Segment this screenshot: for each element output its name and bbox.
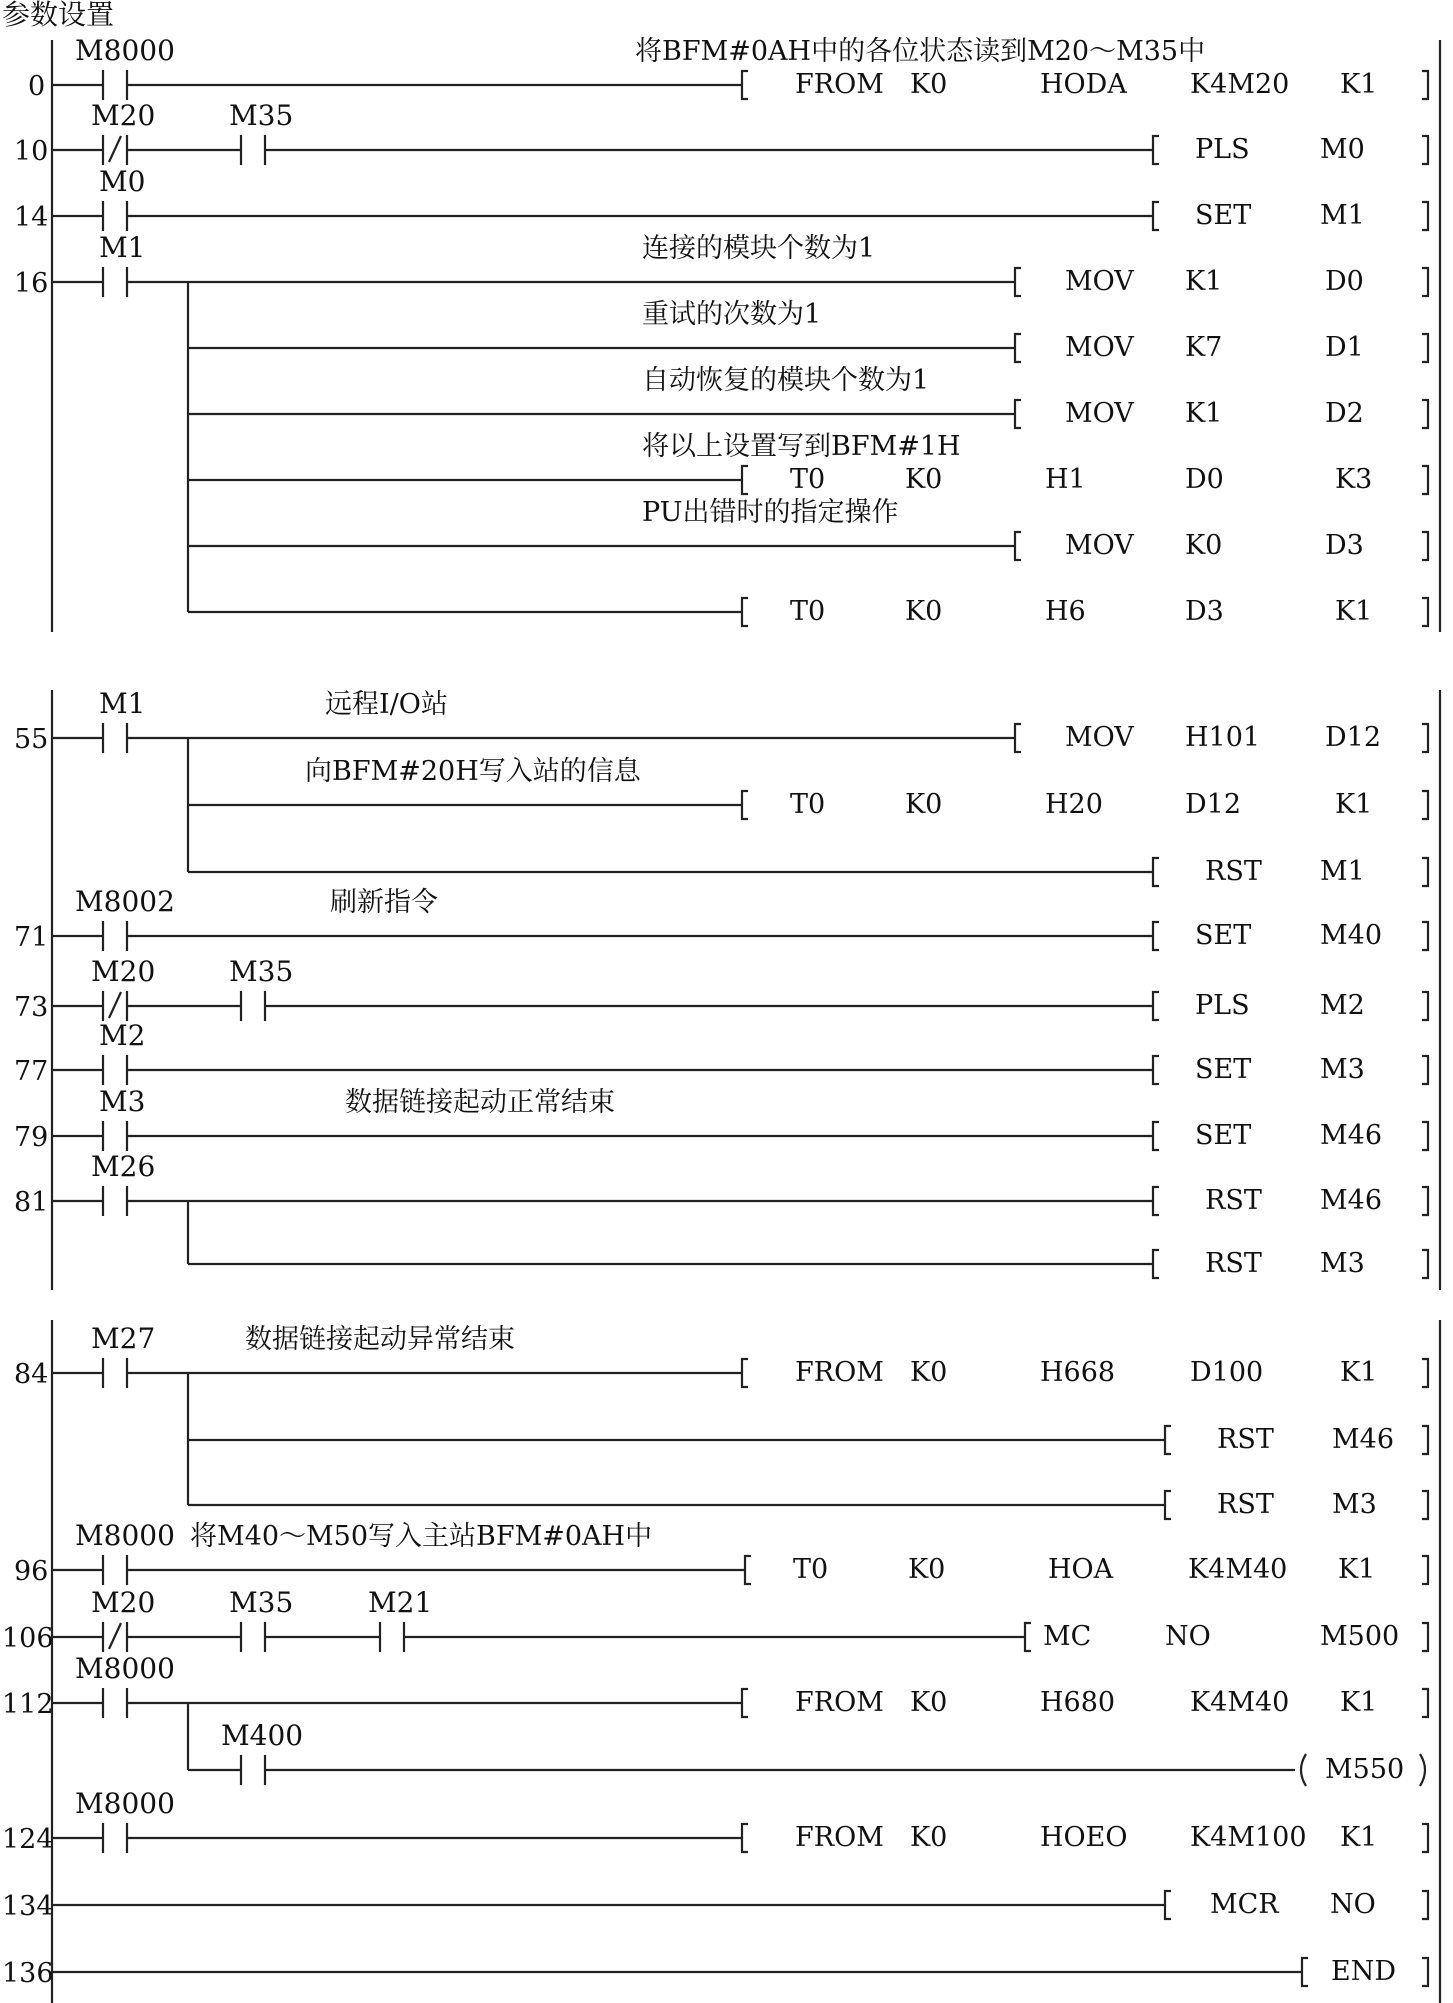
instruction-arg: M0 [1320,134,1365,165]
instruction-arg: K1 [1335,789,1373,820]
instruction-arg: K0 [910,1822,948,1853]
instruction-op: FROM [795,1357,884,1388]
step-number: 10 [14,136,49,167]
instruction-arg: M3 [1320,1054,1365,1085]
instruction-op: RST [1217,1424,1274,1455]
instruction-bracket-close [1422,334,1428,362]
step-number: 112 [2,1689,54,1720]
contact-label-m35: M35 [229,99,294,132]
step-number: 96 [14,1556,49,1587]
instruction-op: MOV [1065,332,1134,363]
step-number: 73 [14,992,49,1023]
instruction-op: SET [1195,1054,1252,1085]
instruction-arg: K0 [910,1687,948,1718]
contact-label-m8002: M8002 [75,885,175,918]
instruction-op: T0 [790,789,826,820]
instruction-op: PLS [1195,990,1250,1021]
instruction-bracket-open [742,466,748,494]
instruction-bracket-open [1153,922,1159,950]
instruction-arg: HOEO [1040,1822,1128,1853]
contact-label-m8000: M8000 [75,34,175,67]
instruction-bracket-open [1025,1623,1031,1651]
instruction-arg: D100 [1190,1357,1264,1388]
instruction-arg: K0 [905,464,943,495]
instruction-bracket-open [742,71,748,99]
instruction-op: RST [1205,1185,1262,1216]
instruction-arg: H101 [1185,722,1261,753]
instruction-op: RST [1205,1248,1262,1279]
nc-contact [103,991,127,1021]
instruction-bracket-close [1422,71,1428,99]
instruction-bracket-close [1422,858,1428,886]
contact-label-m20: M20 [91,99,156,132]
step-number: 77 [14,1056,49,1087]
instruction-arg: NO [1165,1621,1211,1652]
instruction-arg: K7 [1185,332,1223,363]
instruction-bracket-close [1422,791,1428,819]
instruction-bracket-open [1015,268,1021,296]
instruction-op: T0 [790,596,826,627]
nc-contact [103,135,127,165]
instruction-op: MOV [1065,266,1134,297]
instruction-arg: K0 [905,596,943,627]
instruction-arg: K1 [1335,596,1373,627]
step-number: 14 [14,202,49,233]
instruction-arg: H6 [1045,596,1086,627]
instruction-bracket-close [1422,532,1428,560]
instruction-arg: K4M40 [1188,1554,1288,1585]
instruction-bracket-close [1422,724,1428,752]
instruction-bracket-close [1422,1623,1428,1651]
instruction-arg: H20 [1045,789,1103,820]
instruction-arg: K1 [1340,1357,1378,1388]
instruction-arg: K0 [905,789,943,820]
step-number: 71 [14,922,49,953]
contact-label-m400: M400 [221,1719,304,1752]
contact-label-m8000: M8000 [75,1787,175,1820]
no-contact [241,991,265,1021]
instruction-bracket-close [1422,598,1428,626]
instruction-bracket-open [1165,1426,1171,1454]
instruction-bracket-open [1015,532,1021,560]
instruction-bracket-open [745,1556,751,1584]
instruction-arg: D12 [1325,722,1382,753]
instruction-arg: M3 [1332,1489,1377,1520]
instruction-arg: D3 [1185,596,1224,627]
instruction-arg: M46 [1320,1120,1383,1151]
instruction-op: MOV [1065,398,1134,429]
contact-label-m3: M3 [99,1085,146,1118]
step-number: 106 [2,1623,54,1654]
no-contact [103,1823,127,1853]
instruction-arg: K1 [1340,1687,1378,1718]
instruction-arg: M3 [1320,1248,1365,1279]
instruction-arg: K0 [908,1554,946,1585]
instruction-op: MCR [1210,1889,1279,1920]
instruction-op: FROM [795,69,884,100]
step-number: 79 [14,1122,49,1153]
contact-label-m1: M1 [99,231,146,264]
instruction-arg: K1 [1340,69,1378,100]
instruction-arg: D0 [1185,464,1224,495]
instruction-bracket-close [1422,1689,1428,1717]
contact-label-m20: M20 [91,1586,156,1619]
step-number: 0 [28,71,46,102]
contact-label-m27: M27 [91,1322,156,1355]
instruction-arg: H668 [1040,1357,1116,1388]
instruction-bracket-close [1422,1122,1428,1150]
instruction-bracket-close [1422,202,1428,230]
instruction-op: PLS [1195,134,1250,165]
instruction-bracket-open [1165,1491,1171,1519]
instruction-bracket-close [1422,1891,1428,1919]
instruction-bracket-open [1153,1187,1159,1215]
instruction-bracket-open [1153,1250,1159,1278]
instruction-op: MOV [1065,722,1134,753]
section-title: 参数设置 [2,0,115,31]
instruction-bracket-open [1015,400,1021,428]
instruction-arg: K4M100 [1190,1822,1307,1853]
contact-label-m8000: M8000 [75,1519,175,1552]
no-contact [103,1358,127,1388]
instruction-arg: K4M40 [1190,1687,1290,1718]
instruction-bracket-close [1422,400,1428,428]
coil-label: M550 [1325,1754,1405,1785]
contact-label-m2: M2 [99,1019,146,1052]
rung-comment: 自动恢复的模块个数为1 [642,365,930,396]
instruction-bracket-open [1153,1122,1159,1150]
no-contact [103,1186,127,1216]
no-contact [103,921,127,951]
instruction-arg: H1 [1045,464,1086,495]
instruction-bracket-close [1422,1359,1428,1387]
instruction-op: T0 [790,464,826,495]
instruction-op: MOV [1065,530,1134,561]
instruction-op: SET [1195,1120,1252,1151]
instruction-op: RST [1205,856,1262,887]
instruction-bracket-close [1422,1556,1428,1584]
instruction-arg: K0 [1185,530,1223,561]
no-contact [103,201,127,231]
rung-comment: 远程I/O站 [325,689,448,720]
instruction-op: FROM [795,1822,884,1853]
instruction-bracket-open [1153,1056,1159,1084]
instruction-arg: M500 [1320,1621,1400,1652]
rung-comment: 数据链接起动异常结束 [245,1324,515,1355]
step-number: 136 [2,1958,54,1989]
no-contact [103,267,127,297]
instruction-bracket-close [1422,268,1428,296]
instruction-bracket-close [1422,1187,1428,1215]
instruction-arg: K0 [910,69,948,100]
instruction-bracket-close [1422,1958,1428,1986]
instruction-arg: K1 [1185,266,1223,297]
contact-label-m20: M20 [91,955,156,988]
rung-comment: 连接的模块个数为1 [642,233,876,264]
instruction-bracket-open [1153,992,1159,1020]
instruction-bracket-open [1015,724,1021,752]
instruction-arg: M1 [1320,856,1365,887]
instruction-arg: D1 [1325,332,1364,363]
contact-label-m35: M35 [229,1586,294,1619]
step-number: 16 [14,268,49,299]
instruction-bracket-open [742,1689,748,1717]
instruction-arg: M40 [1320,920,1383,951]
instruction-bracket-close [1422,466,1428,494]
instruction-bracket-close [1422,1250,1428,1278]
instruction-bracket-close [1422,1491,1428,1519]
instruction-arg: HODA [1040,69,1127,100]
instruction-bracket-close [1422,1426,1428,1454]
instruction-bracket-close [1422,992,1428,1020]
instruction-bracket-close [1422,136,1428,164]
instruction-bracket-open [742,1359,748,1387]
no-contact [103,1688,127,1718]
instruction-bracket-close [1422,1824,1428,1852]
instruction-bracket-open [1302,1958,1308,1986]
instruction-op: T0 [793,1554,829,1585]
instruction-bracket-open [742,1824,748,1852]
instruction-op: FROM [795,1687,884,1718]
instruction-bracket-open [1153,202,1159,230]
instruction-op: SET [1195,920,1252,951]
step-number: 84 [14,1359,49,1390]
contact-label-m1: M1 [99,687,146,720]
instruction-bracket-close [1422,922,1428,950]
no-contact [241,1622,265,1652]
no-contact [380,1622,404,1652]
instruction-bracket-open [742,598,748,626]
instruction-op: MC [1043,1621,1092,1652]
instruction-arg: NO [1330,1889,1376,1920]
no-contact [103,723,127,753]
instruction-arg: K1 [1338,1554,1376,1585]
rung-comment: 重试的次数为1 [642,299,822,330]
nc-contact [103,1622,127,1652]
instruction-bracket-open [1153,136,1159,164]
rung-comment: 将以上设置写到BFM#1H [642,431,961,462]
instruction-bracket-open [1015,334,1021,362]
instruction-arg: D3 [1325,530,1364,561]
instruction-arg: M46 [1332,1424,1395,1455]
instruction-op: SET [1195,200,1252,231]
instruction-arg: H680 [1040,1687,1116,1718]
instruction-bracket-open [1153,858,1159,886]
contact-label-m35: M35 [229,955,294,988]
step-number: 81 [14,1187,49,1218]
no-contact [103,70,127,100]
instruction-bracket-open [1165,1891,1171,1919]
no-contact [103,1555,127,1585]
step-number: 55 [14,724,49,755]
instruction-arg: K0 [910,1357,948,1388]
rung-comment: 向BFM#20H写入站的信息 [305,756,641,787]
instruction-arg: K1 [1340,1822,1378,1853]
instruction-arg: M2 [1320,990,1365,1021]
instruction-arg: D12 [1185,789,1242,820]
contact-label-m21: M21 [368,1586,433,1619]
no-contact [241,1755,265,1785]
rung-comment: 刷新指令 [330,887,438,918]
step-number: 134 [2,1891,54,1922]
instruction-op: RST [1217,1489,1274,1520]
no-contact [241,135,265,165]
instruction-bracket-open [742,791,748,819]
no-contact [103,1121,127,1151]
rung-comment: PU出错时的指定操作 [642,497,899,528]
instruction-arg: K1 [1185,398,1223,429]
instruction-arg: D0 [1325,266,1364,297]
instruction-arg: M1 [1320,200,1365,231]
contact-label-m8000: M8000 [75,1652,175,1685]
coil-close [1420,1754,1425,1786]
no-contact [103,1055,127,1085]
instruction-arg: K4M20 [1190,69,1290,100]
coil-open [1301,1754,1306,1786]
step-number: 124 [2,1824,54,1855]
instruction-arg: K3 [1335,464,1373,495]
contact-label-m26: M26 [91,1150,156,1183]
instruction-arg: D2 [1325,398,1364,429]
instruction-bracket-close [1422,1056,1428,1084]
instruction-arg: M46 [1320,1185,1383,1216]
rung-comment: 数据链接起动正常结束 [345,1087,615,1118]
rung-comment: 将BFM#0AH中的各位状态读到M20～M35中 [635,36,1206,67]
rung-comment: 将M40～M50写入主站BFM#0AH中 [190,1521,653,1552]
instruction-arg: HOA [1048,1554,1114,1585]
contact-label-m0: M0 [99,165,146,198]
instruction-op: END [1331,1956,1396,1987]
